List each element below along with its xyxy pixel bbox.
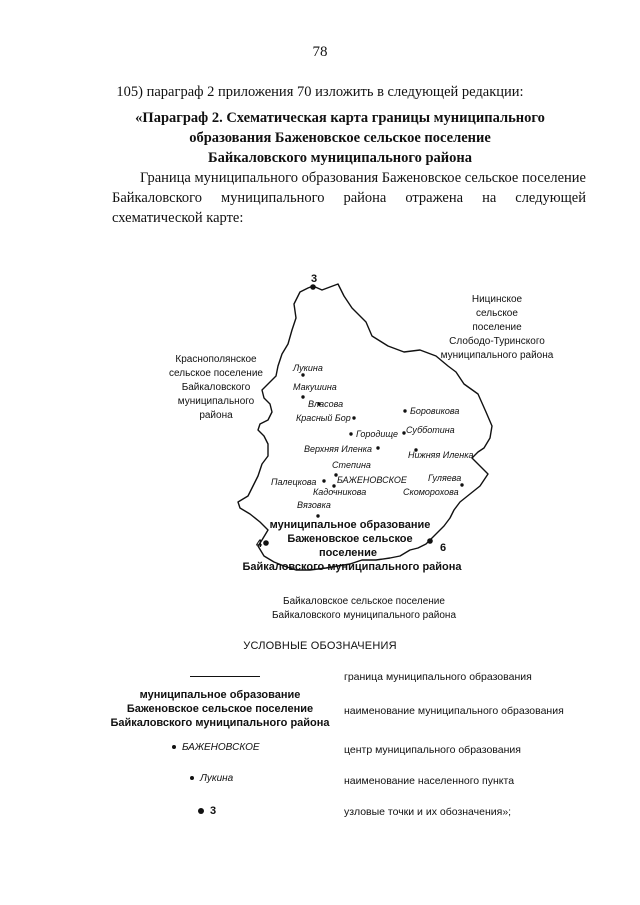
settlement-label: Палецкова: [271, 477, 317, 487]
node-6-label: 6: [440, 542, 447, 554]
svg-text:поселение: поселение: [472, 322, 522, 333]
svg-text:района: района: [199, 410, 233, 421]
settlement-label: Верхняя Иленка: [304, 444, 373, 454]
settlement-label: Нижняя Иленка: [408, 450, 474, 460]
legend-title: УСЛОВНЫЕ ОБОЗНАЧЕНИЯ: [243, 640, 397, 652]
svg-text:Байкаловского: Байкаловского: [181, 382, 251, 393]
legend-center-desc: центр муниципального образования: [344, 744, 521, 756]
settlement-label: Боровикова: [410, 406, 460, 416]
svg-text:Байкаловского муниципального р: Байкаловского муниципального района: [242, 561, 462, 573]
center-dot-icon: [172, 745, 176, 749]
settlement-label: Степина: [332, 460, 371, 470]
legend-node-sample: 3: [198, 805, 216, 817]
settlement-label: Кадочникова: [313, 487, 367, 497]
svg-text:сельское: сельское: [476, 308, 518, 319]
heading-line-2: образования Баженовское сельское поселение: [189, 130, 491, 146]
legend-node-desc: узловые точки и их обозначения»;: [344, 806, 512, 818]
svg-text:Байкаловское сельское поселени: Байкаловское сельское поселение: [283, 596, 445, 607]
neighbor-north-east: [441, 294, 554, 361]
svg-text:Баженовское сельское: Баженовское сельское: [287, 533, 413, 545]
legend-name-desc: наименование муниципального образования: [344, 705, 564, 717]
legend-center-sample: БАЖЕНОВСКОЕ: [172, 742, 260, 753]
settlements: [271, 363, 474, 518]
svg-text:муниципальное образование: муниципальное образование: [269, 519, 431, 531]
settlement-label: Гуляева: [428, 473, 462, 483]
node-3-label: 3: [311, 273, 318, 285]
municipality-name: [242, 519, 462, 573]
svg-text:муниципального: муниципального: [177, 396, 255, 407]
svg-text:сельское поселение: сельское поселение: [169, 368, 263, 379]
svg-text:Байкаловского муниципального р: Байкаловского муниципального района: [271, 610, 457, 621]
node-3-dot: [310, 284, 316, 290]
neighbor-west: [169, 354, 263, 421]
heading-line-1: «Параграф 2. Схематическая карта границы муниципального: [135, 110, 545, 126]
page-number: 78: [312, 44, 328, 60]
neighbor-south: [272, 596, 456, 621]
settlement-dot-icon: [190, 776, 194, 780]
intro-line: 105) параграф 2 приложения 70 изложить в следующей редакции:: [116, 84, 524, 100]
settlement-label: Власова: [308, 399, 344, 409]
node-6-dot: [427, 538, 433, 544]
legend-settlement-sample: Лукина: [190, 773, 233, 784]
node-dot-icon: [198, 808, 204, 814]
legend-settlement-desc: наименование населенного пункта: [344, 775, 515, 787]
settlement-label: Макушина: [293, 382, 337, 392]
svg-text:муниципального района: муниципального района: [440, 350, 554, 361]
settlement-label: Скоморохова: [403, 487, 459, 497]
settlement-label: Городище: [356, 429, 399, 439]
heading-line-3: Байкаловского муниципального района: [208, 150, 472, 166]
settlement-label: Красный Бор: [296, 413, 351, 423]
center-label: БАЖЕНОВСКОЕ: [337, 475, 407, 485]
settlement-label: Субботина: [406, 425, 455, 435]
body-paragraph: Граница муниципального образования Баженовское сельское поселение Байкаловского муниципального района отражена на следующей схематической карте:: [112, 170, 586, 226]
settlement-label: Лукина: [293, 363, 323, 373]
legend-boundary-desc: граница муниципального образования: [344, 671, 532, 683]
node-4-dot: [263, 540, 269, 546]
svg-text:Ницинское: Ницинское: [471, 294, 523, 305]
legend-name-sample: муниципальное образование Баженовское сельское поселение Байкаловского муниципального района: [110, 689, 330, 729]
settlement-label: Вязовка: [297, 500, 331, 510]
svg-text:поселение: поселение: [319, 547, 377, 559]
legend-boundary-sample: [190, 676, 260, 677]
node-4-label: 4: [256, 538, 263, 550]
svg-text:Слободо-Туринского: Слободо-Туринского: [449, 336, 545, 347]
svg-text:Краснополянское: Краснополянское: [175, 354, 257, 365]
